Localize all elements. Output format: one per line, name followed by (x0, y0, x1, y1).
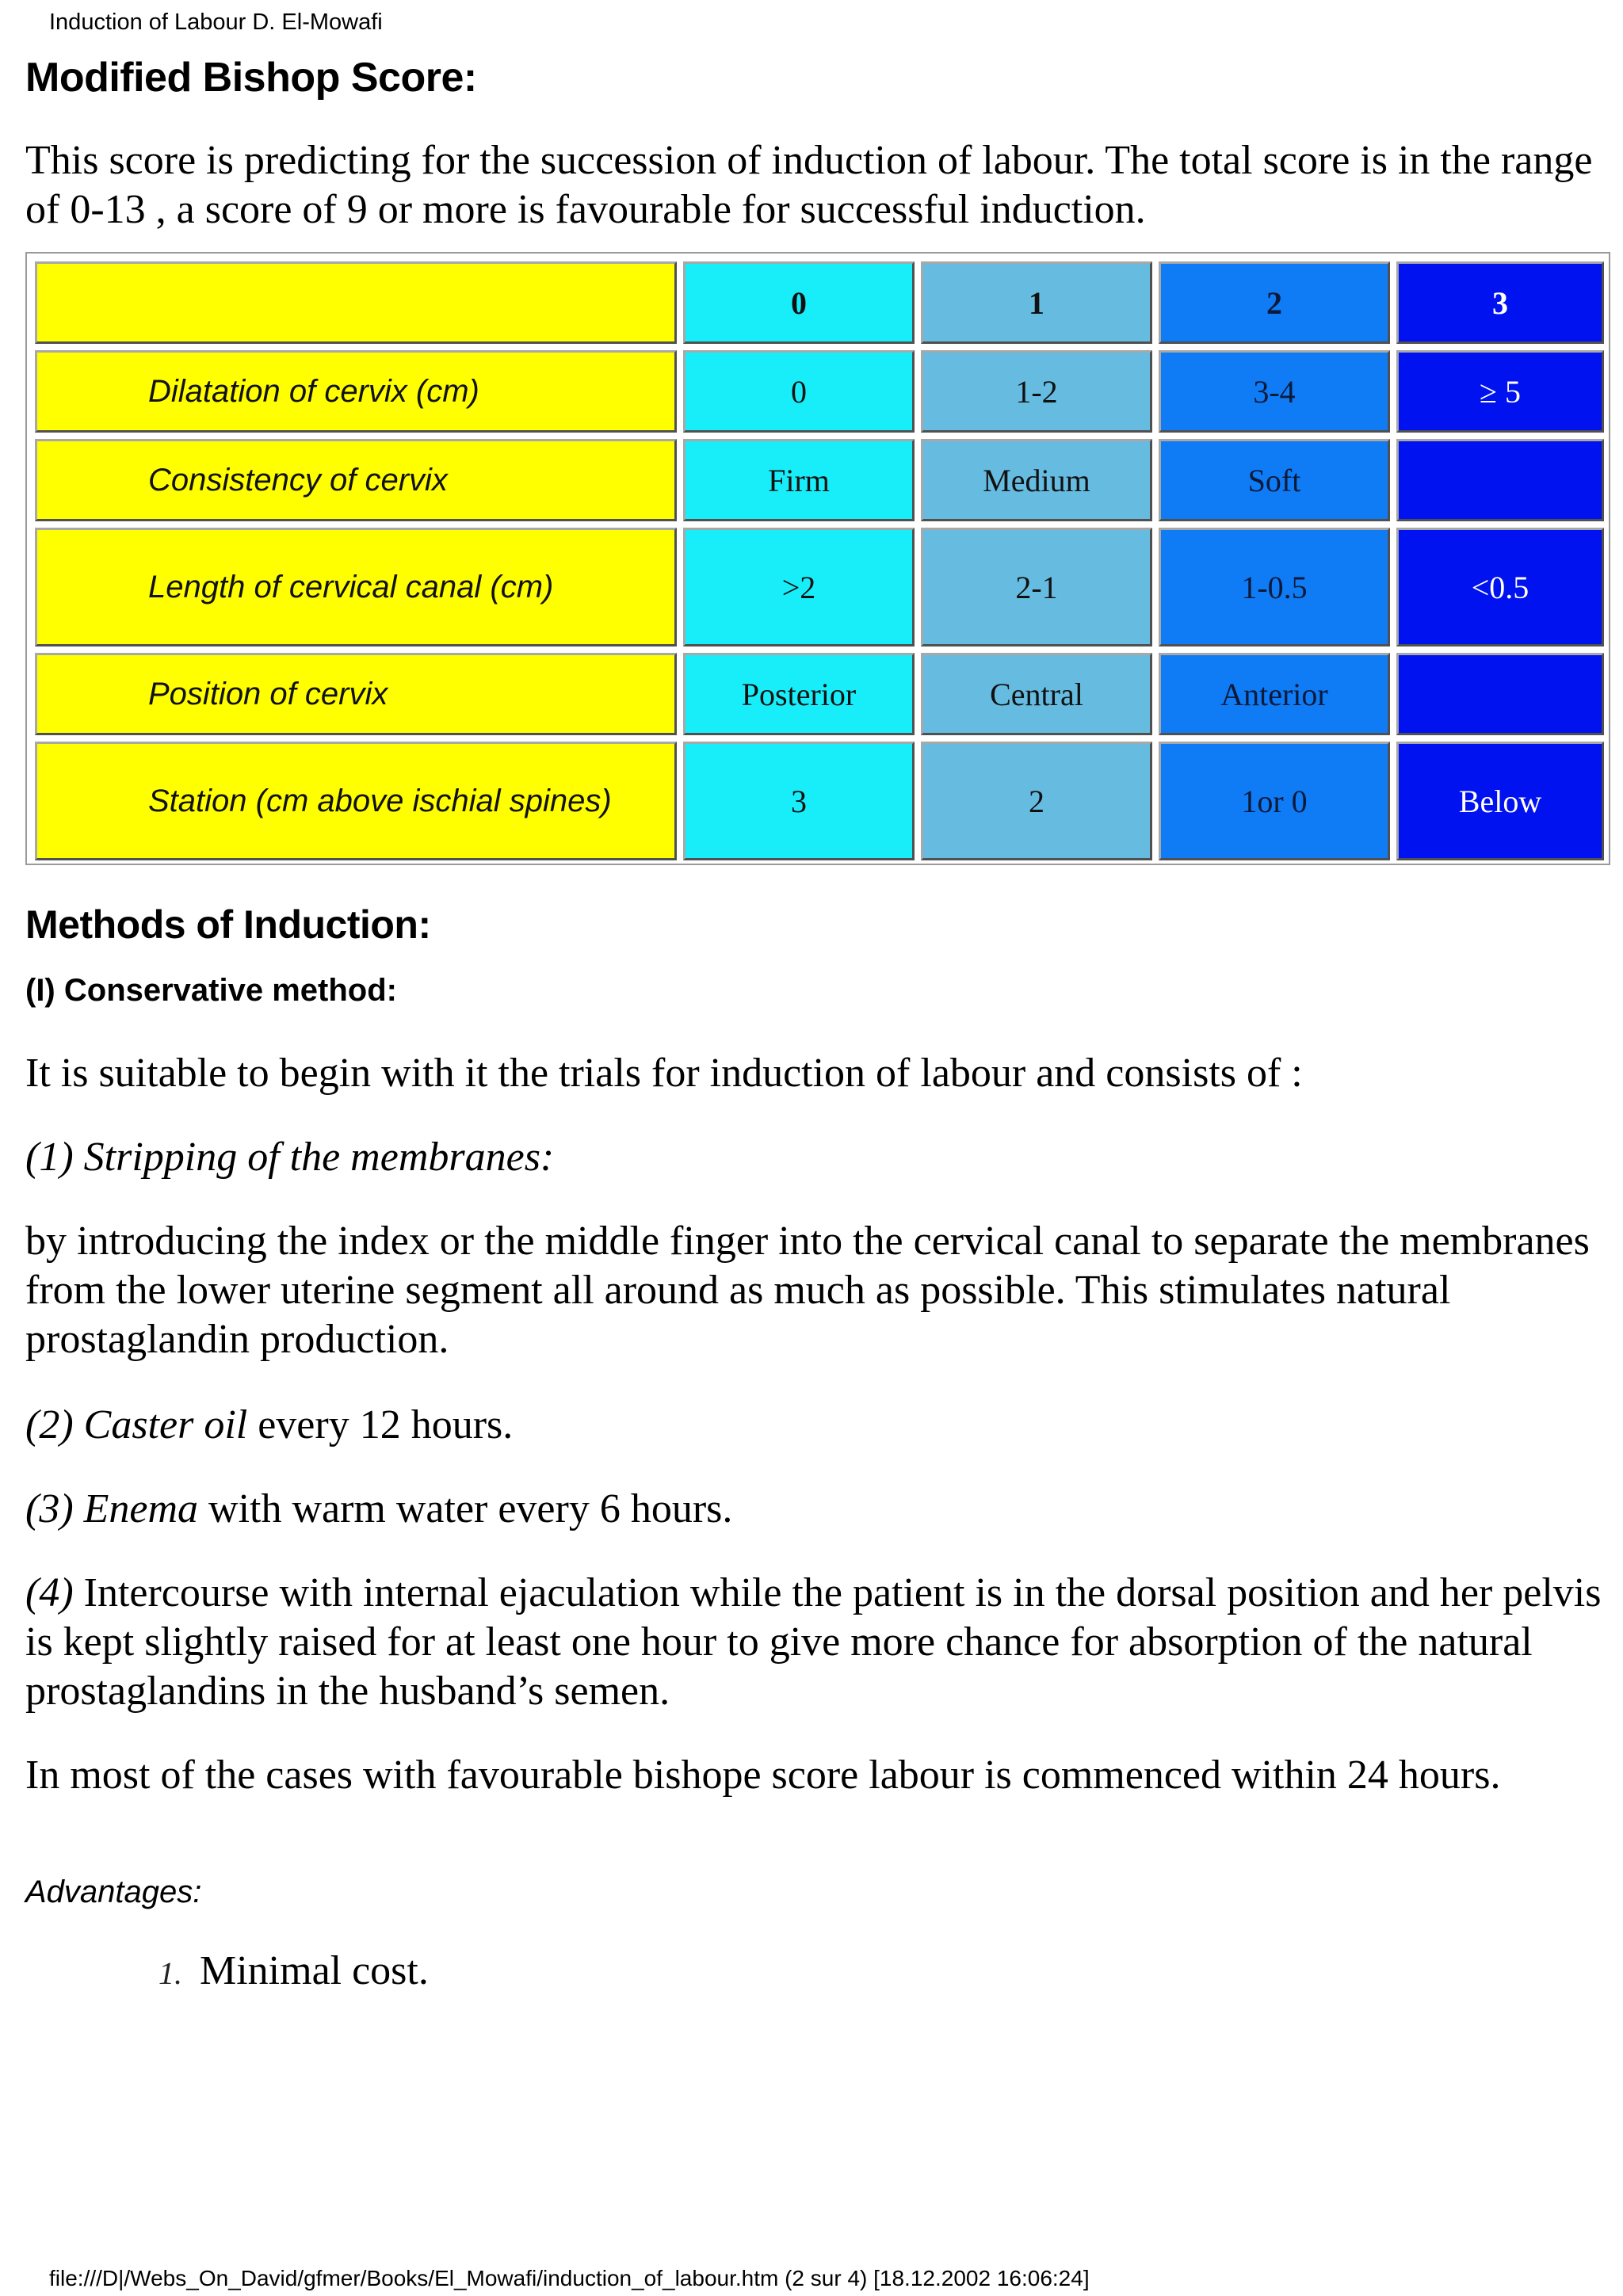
item3-lead: (3) Enema (25, 1486, 199, 1531)
closing-paragraph: In most of the cases with favourable bishope score labour is commenced within 24 hours. (25, 1753, 1501, 1798)
conservative-heading: (I) Conservative method: (25, 973, 397, 1008)
table-cell: Anterior (1159, 653, 1390, 735)
row-label-consistency: Consistency of cervix (35, 439, 677, 521)
item1-text: by introducing the index or the middle finger into the cervical canal to separate the membranes from the lower uterine segment all around as much as possible. This stimulates natural prostaglandin production. (25, 1219, 1590, 1362)
advantages-label: Advantages: (25, 1875, 202, 1909)
conservative-intro: It is suitable to begin with it the trials for induction of labour and consists of : (25, 1051, 1303, 1096)
item3-paragraph (25, 1485, 1602, 1534)
table-cell: 3-4 (1159, 350, 1390, 433)
row-label-position: Position of cervix (35, 653, 677, 735)
item4-lead: (4) (25, 1570, 74, 1615)
row-label-station: Station (cm above ischial spines) (35, 742, 677, 860)
page-title: Modified Bishop Score: (25, 55, 477, 101)
table-cell: >2 (683, 528, 915, 646)
table-cell: 2 (921, 742, 1152, 860)
table-cell: Soft (1159, 439, 1390, 521)
table-cell: <0.5 (1396, 528, 1604, 646)
intro-paragraph: This score is predicting for the succession of induction of labour. The total score is in the range of 0-13 , a score of 9 or more is favourable for successful induction. (25, 138, 1593, 232)
table-cell: Central (921, 653, 1152, 735)
table-cell: 1-0.5 (1159, 528, 1390, 646)
table-cell: Below (1396, 742, 1604, 860)
table-cell: 3 (683, 742, 915, 860)
item2-paragraph (25, 1401, 1602, 1450)
table-cell: Posterior (683, 653, 915, 735)
table-cell: ≥ 5 (1396, 350, 1604, 433)
table-cell: 2-1 (921, 528, 1152, 646)
table-cell: 0 (683, 350, 915, 433)
table-header-corner (35, 261, 677, 344)
table-cell: Medium (921, 439, 1152, 521)
list-item-number: 1. (158, 1955, 182, 1991)
table-cell: 1-2 (921, 350, 1152, 433)
item1-title-text: (1) Stripping of the membranes: (25, 1135, 555, 1180)
table-header-score-3: 3 (1396, 261, 1604, 344)
table-cell (1396, 439, 1604, 521)
table-cell: 1or 0 (1159, 742, 1390, 860)
footer-url: file:///D|/Webs_On_David/gfmer/Books/El_Mowafi/induction_of_labour.htm (2 sur 4) [18.12.2002 16:06:24] (49, 2266, 1090, 2290)
table-header-score-0: 0 (683, 261, 915, 344)
table-header-score-2: 2 (1159, 261, 1390, 344)
running-header: Induction of Labour D. El-Mowafi (49, 10, 383, 35)
item3-rest: with warm water every 6 hours. (198, 1486, 733, 1531)
bishop-score-table (25, 252, 1610, 865)
item4-rest: Intercourse with internal ejaculation while the patient is in the dorsal position and her pelvis is kept slightly raised for at least one hour to give more chance for absorption of the natural prostaglandins in the husband’s semen. (25, 1570, 1602, 1714)
item2-lead: (2) Caster oil (25, 1402, 248, 1447)
item2-rest: every 12 hours. (247, 1402, 514, 1447)
table-cell: Firm (683, 439, 915, 521)
list-item-text: Minimal cost. (200, 1948, 429, 1993)
table-cell (1396, 653, 1604, 735)
row-label-length: Length of cervical canal (cm) (35, 528, 677, 646)
methods-heading: Methods of Induction: (25, 902, 431, 947)
item4-paragraph (25, 1569, 1602, 1716)
row-label-dilatation: Dilatation of cervix (cm) (35, 350, 677, 433)
table-header-score-1: 1 (921, 261, 1152, 344)
list-item (158, 1947, 429, 1994)
item1-title (25, 1133, 1602, 1182)
